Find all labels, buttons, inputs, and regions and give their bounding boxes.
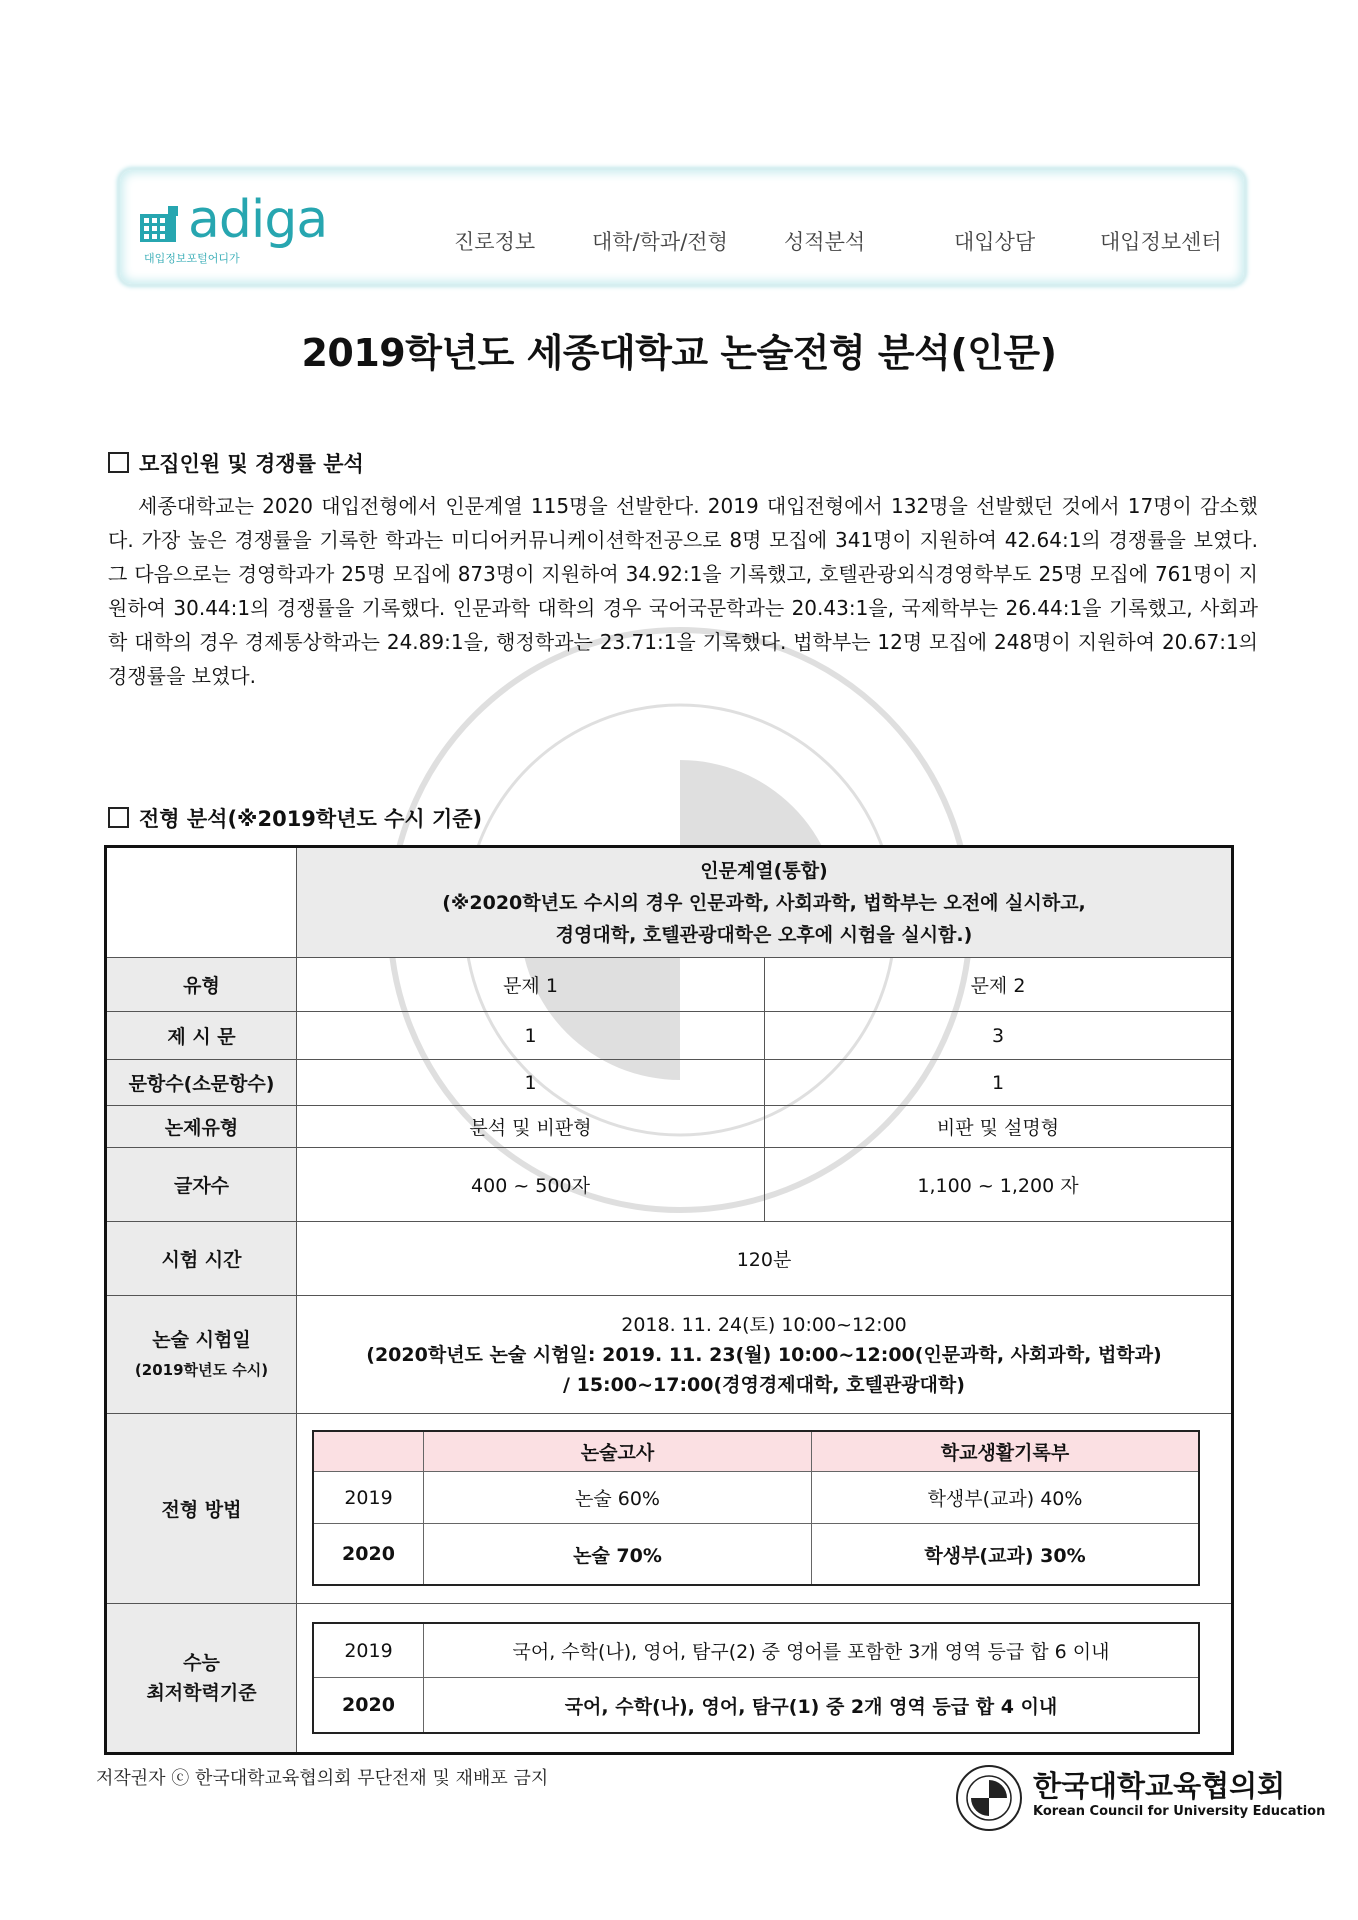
exam-date-line-1: 2018. 11. 24(토) 10:00~12:00 [621, 1313, 907, 1336]
section-recruitment-heading [108, 448, 364, 478]
exam-date-line-3: / 15:00~17:00(경영경제대학, 호텔관광대학) [563, 1373, 965, 1396]
kcue-logo [955, 1762, 1326, 1832]
passages-q1: 1 [297, 1012, 765, 1060]
kcue-name-en: Korean Council for University Education [1033, 1804, 1326, 1819]
row-label-items: 문항수(소문항수) [107, 1060, 297, 1106]
csat-text-2020: 국어, 수학(나), 영어, 탐구(1) 중 2개 영역 등급 합 4 이내 [564, 1695, 1058, 1718]
method-year-2019: 2019 [314, 1472, 424, 1524]
exam-date-value [297, 1296, 1231, 1414]
row-label-passages: 제 시 문 [107, 1012, 297, 1060]
csat-label-2: 최저학력기준 [146, 1682, 257, 1704]
header-line-2: (※2020학년도 수시의 경우 인문과학, 사회과학, 법학부는 오전에 실시하고, [442, 891, 1086, 914]
duration-value: 120분 [297, 1222, 1231, 1296]
checkbox-square-icon [108, 452, 129, 473]
nav-career-info[interactable]: 진로정보 [454, 230, 536, 254]
row-label-duration: 시험 시간 [107, 1222, 297, 1296]
essay-type-q2: 비판 및 설명형 [765, 1106, 1231, 1148]
method-record-2019: 학생부(교과) 40% [812, 1472, 1198, 1524]
length-q2: 1,100 ~ 1,200 자 [765, 1148, 1231, 1222]
site-header-banner [118, 168, 1246, 286]
row-label-essay-type: 논제유형 [107, 1106, 297, 1148]
table-corner-cell [107, 848, 297, 958]
method-record-2020: 학생부(교과) 30% [924, 1544, 1086, 1567]
type-q2: 문제 2 [765, 958, 1231, 1012]
exam-date-label-sub: (2019학년도 수시) [134, 1360, 269, 1379]
kcue-seal-icon [955, 1764, 1023, 1832]
adiga-logo[interactable] [138, 190, 368, 265]
method-corner [314, 1432, 424, 1472]
logo-subtitle: 대입정보포털어디가 [144, 252, 240, 265]
nav-university-major[interactable]: 대학/학과/전형 [592, 230, 728, 254]
method-subtable [312, 1430, 1200, 1586]
method-year-2020: 2020 [314, 1524, 424, 1584]
exam-date-label: 논술 시험일 [152, 1328, 251, 1351]
section-admission-heading [108, 803, 482, 833]
row-label-exam-date [107, 1296, 297, 1414]
logo-wordmark: adiga [188, 190, 328, 250]
building-icon [138, 204, 182, 244]
recruitment-paragraph: 세종대학교는 2020 대입전형에서 인문계열 115명을 선발한다. 2019 대입전형에서 132명을 선발했던 것에서 17명이 감소했다. 가장 높은 경쟁률을 기록한 학과는 미디어커뮤니케이션학전공으로 8명 모집에 341명이 지원하여 42.64:1의 경쟁률을 보였다. 그 다음으로는 경영학과가 25명 모집에 873명이 지원하여 34.92:1을 기록했고, 호텔관광외식경영학부도 25명 모집에 761명이 지원하여 30.44:1의 경쟁률을 기록했다. 인문과학 대학의 경우 국어국문학과는 20.43:1을, 국제학부는 26.44:1을 기록했고, 사회과학 대학의 경우 경제통상학과는 24.89:1을, 행정학과는 23.71:1을 기록했다. 법학부는 12명 모집에 248명이 지원하여 20.67:1의 경쟁률을 보였다. [108, 494, 1258, 688]
nav-score-analysis[interactable]: 성적분석 [784, 230, 866, 254]
items-q1: 1 [297, 1060, 765, 1106]
page-title: 2019학년도 세종대학교 논술전형 분석(인문) [301, 331, 1057, 375]
header-line-1: 인문계열(통합) [700, 859, 828, 882]
passages-q2: 3 [765, 1012, 1231, 1060]
section-heading-text: 모집인원 및 경쟁률 분석 [139, 452, 364, 476]
method-essay-2019: 논술 60% [424, 1472, 812, 1524]
admission-analysis-table [104, 845, 1234, 1755]
csat-text-2019: 국어, 수학(나), 영어, 탐구(2) 중 영어를 포함한 3개 영역 등급 합 6 이내 [424, 1624, 1198, 1678]
nav-consulting[interactable]: 대입상담 [954, 230, 1036, 254]
csat-year-2019: 2019 [314, 1624, 424, 1678]
row-label-method: 전형 방법 [107, 1414, 297, 1604]
row-label-csat [107, 1604, 297, 1752]
row-label-length: 글자수 [107, 1148, 297, 1222]
section-heading-text: 전형 분석(※2019학년도 수시 기준) [139, 807, 483, 831]
row-label-type: 유형 [107, 958, 297, 1012]
method-essay-2020: 논술 70% [424, 1524, 812, 1584]
method-col-record: 학교생활기록부 [812, 1432, 1198, 1472]
exam-date-line-2: (2020학년도 논술 시험일: 2019. 11. 23(월) 10:00~12:00(인문과학, 사회과학, 법학과) [366, 1343, 1162, 1366]
method-col-essay: 논술고사 [424, 1432, 812, 1472]
type-q1: 문제 1 [297, 958, 765, 1012]
csat-year-2020: 2020 [314, 1678, 424, 1732]
nav-info-center[interactable]: 대입정보센터 [1100, 230, 1222, 254]
length-q1: 400 ~ 500자 [297, 1148, 765, 1222]
header-line-3: 경영대학, 호텔관광대학은 오후에 시험을 실시함.) [555, 923, 973, 946]
items-q2: 1 [765, 1060, 1231, 1106]
kcue-name-kr: 한국대학교육협의회 [1033, 1769, 1286, 1803]
checkbox-square-icon [108, 807, 129, 828]
copyright-notice: 저작권자 ⓒ 한국대학교육협의회 무단전재 및 재배포 금지 [96, 1768, 549, 1789]
table-header-cell [297, 848, 1231, 958]
csat-label-1: 수능 [183, 1652, 220, 1674]
essay-type-q1: 분석 및 비판형 [297, 1106, 765, 1148]
csat-subtable [312, 1622, 1200, 1734]
